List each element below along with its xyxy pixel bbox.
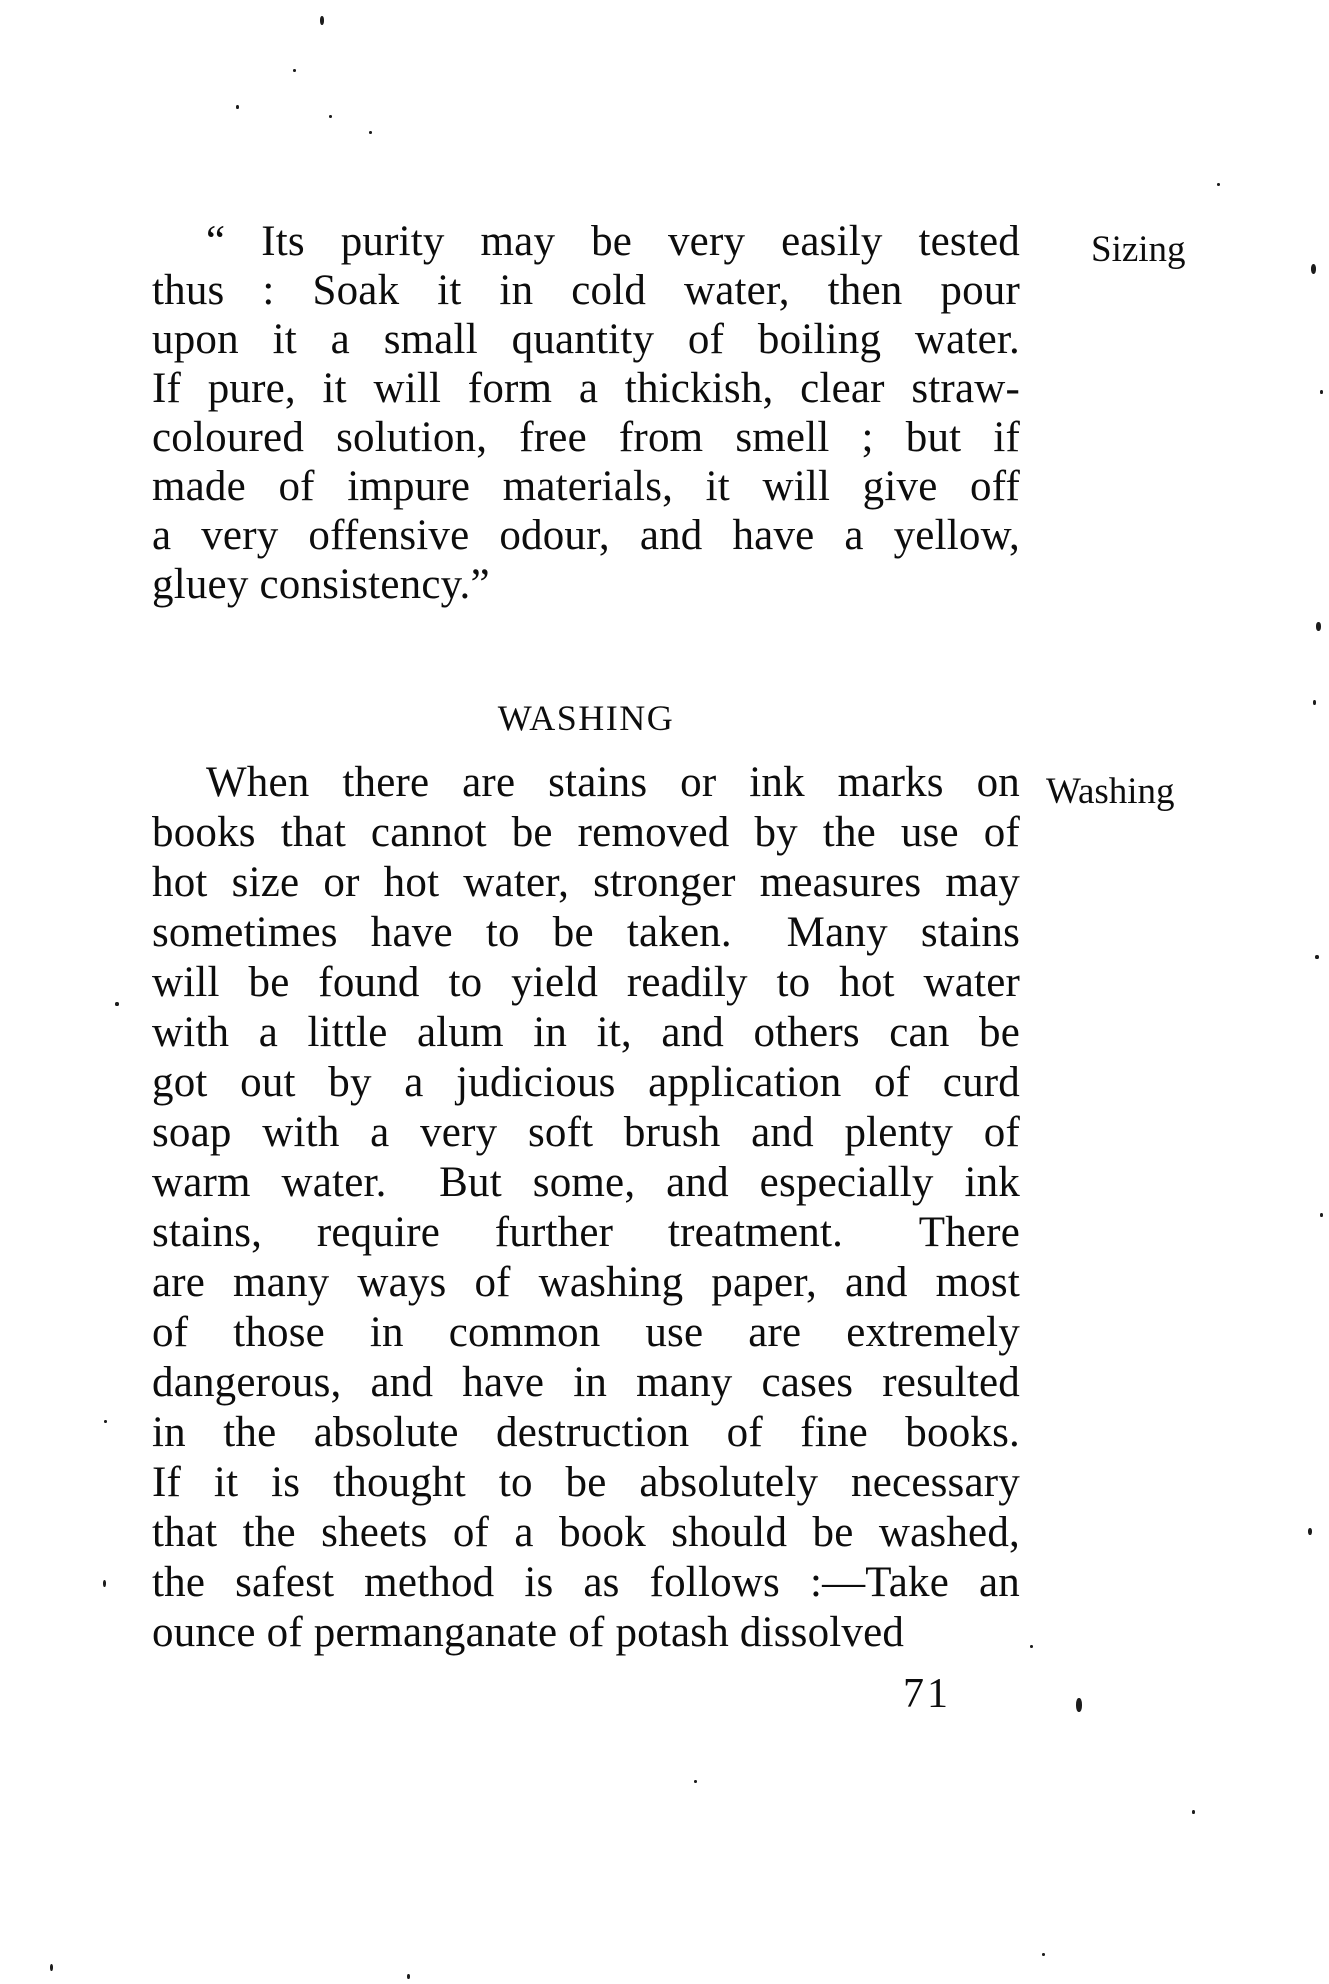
- scan-speck: [103, 1580, 106, 1587]
- scan-speck: [369, 131, 372, 134]
- text-line: If pure, it will form a thickish, clear straw-: [152, 365, 1020, 412]
- page-number: 71: [903, 1671, 951, 1717]
- text-line: coloured solution, free from smell ; but if: [152, 414, 1020, 461]
- text-line: sometimes have to be taken. Many stains: [152, 909, 1020, 956]
- text-line: upon it a small quantity of boiling water.: [152, 316, 1020, 363]
- text-line: will be found to yield readily to hot water: [152, 959, 1020, 1006]
- scan-speck: [1042, 1953, 1045, 1956]
- text-line: a very offensive odour, and have a yellow,: [152, 512, 1020, 559]
- text-line: are many ways of washing paper, and most: [152, 1259, 1020, 1306]
- scan-speck: [1192, 1810, 1195, 1814]
- margin-note-sizing: Sizing: [1091, 229, 1186, 270]
- scan-speck: [1030, 1645, 1033, 1648]
- scan-speck: [115, 1002, 119, 1006]
- margin-note-washing: Washing: [1046, 771, 1175, 812]
- scan-speck: [1313, 700, 1316, 705]
- scan-speck: [1320, 390, 1323, 394]
- scan-speck: [1308, 1528, 1312, 1535]
- text-line: warm water. But some, and especially ink: [152, 1159, 1020, 1206]
- text-line: hot size or hot water, stronger measures may: [152, 859, 1020, 906]
- scan-speck: [293, 69, 296, 72]
- scan-speck: [1320, 1213, 1323, 1217]
- text-line: ounce of permanganate of potash dissolved: [152, 1609, 905, 1656]
- text-line: the safest method is as follows :—Take an: [152, 1559, 1020, 1606]
- scan-speck: [694, 1780, 697, 1783]
- scan-speck: [1217, 183, 1220, 186]
- text-line: If it is thought to be absolutely necessary: [152, 1459, 1020, 1506]
- text-line: gluey consistency.”: [152, 561, 490, 608]
- scan-speck: [1311, 264, 1316, 274]
- text-line: soap with a very soft brush and plenty of: [152, 1109, 1020, 1156]
- paragraph-washing: [152, 758, 1020, 1658]
- text-line: dangerous, and have in many cases resulted: [152, 1359, 1020, 1406]
- text-line: made of impure materials, it will give off: [152, 463, 1020, 510]
- scan-speck: [320, 16, 324, 25]
- scan-speck: [407, 1974, 410, 1979]
- text-line: with a little alum in it, and others can be: [152, 1009, 1020, 1056]
- scan-speck: [236, 105, 239, 109]
- text-line: of those in common use are extremely: [152, 1309, 1020, 1356]
- text-line: that the sheets of a book should be washed,: [152, 1509, 1020, 1556]
- scan-speck: [1315, 955, 1319, 959]
- text-line: “ Its purity may be very easily tested: [206, 218, 1020, 265]
- text-line: When there are stains or ink marks on: [206, 759, 1020, 806]
- scan-speck: [50, 1964, 53, 1971]
- paragraph-sizing-quote: [152, 217, 1020, 609]
- text-line: stains, require further treatment. There: [152, 1209, 1020, 1256]
- scan-speck: [329, 115, 332, 118]
- text-line: in the absolute destruction of fine books.: [152, 1409, 1020, 1456]
- text-line: thus : Soak it in cold water, then pour: [152, 267, 1020, 314]
- text-line: got out by a judicious application of curd: [152, 1059, 1020, 1106]
- text-line: books that cannot be removed by the use of: [152, 809, 1020, 856]
- scan-speck: [104, 1420, 107, 1423]
- scan-speck: [1076, 1698, 1082, 1712]
- section-heading-washing: WASHING: [497, 698, 675, 738]
- scan-speck: [1316, 622, 1321, 631]
